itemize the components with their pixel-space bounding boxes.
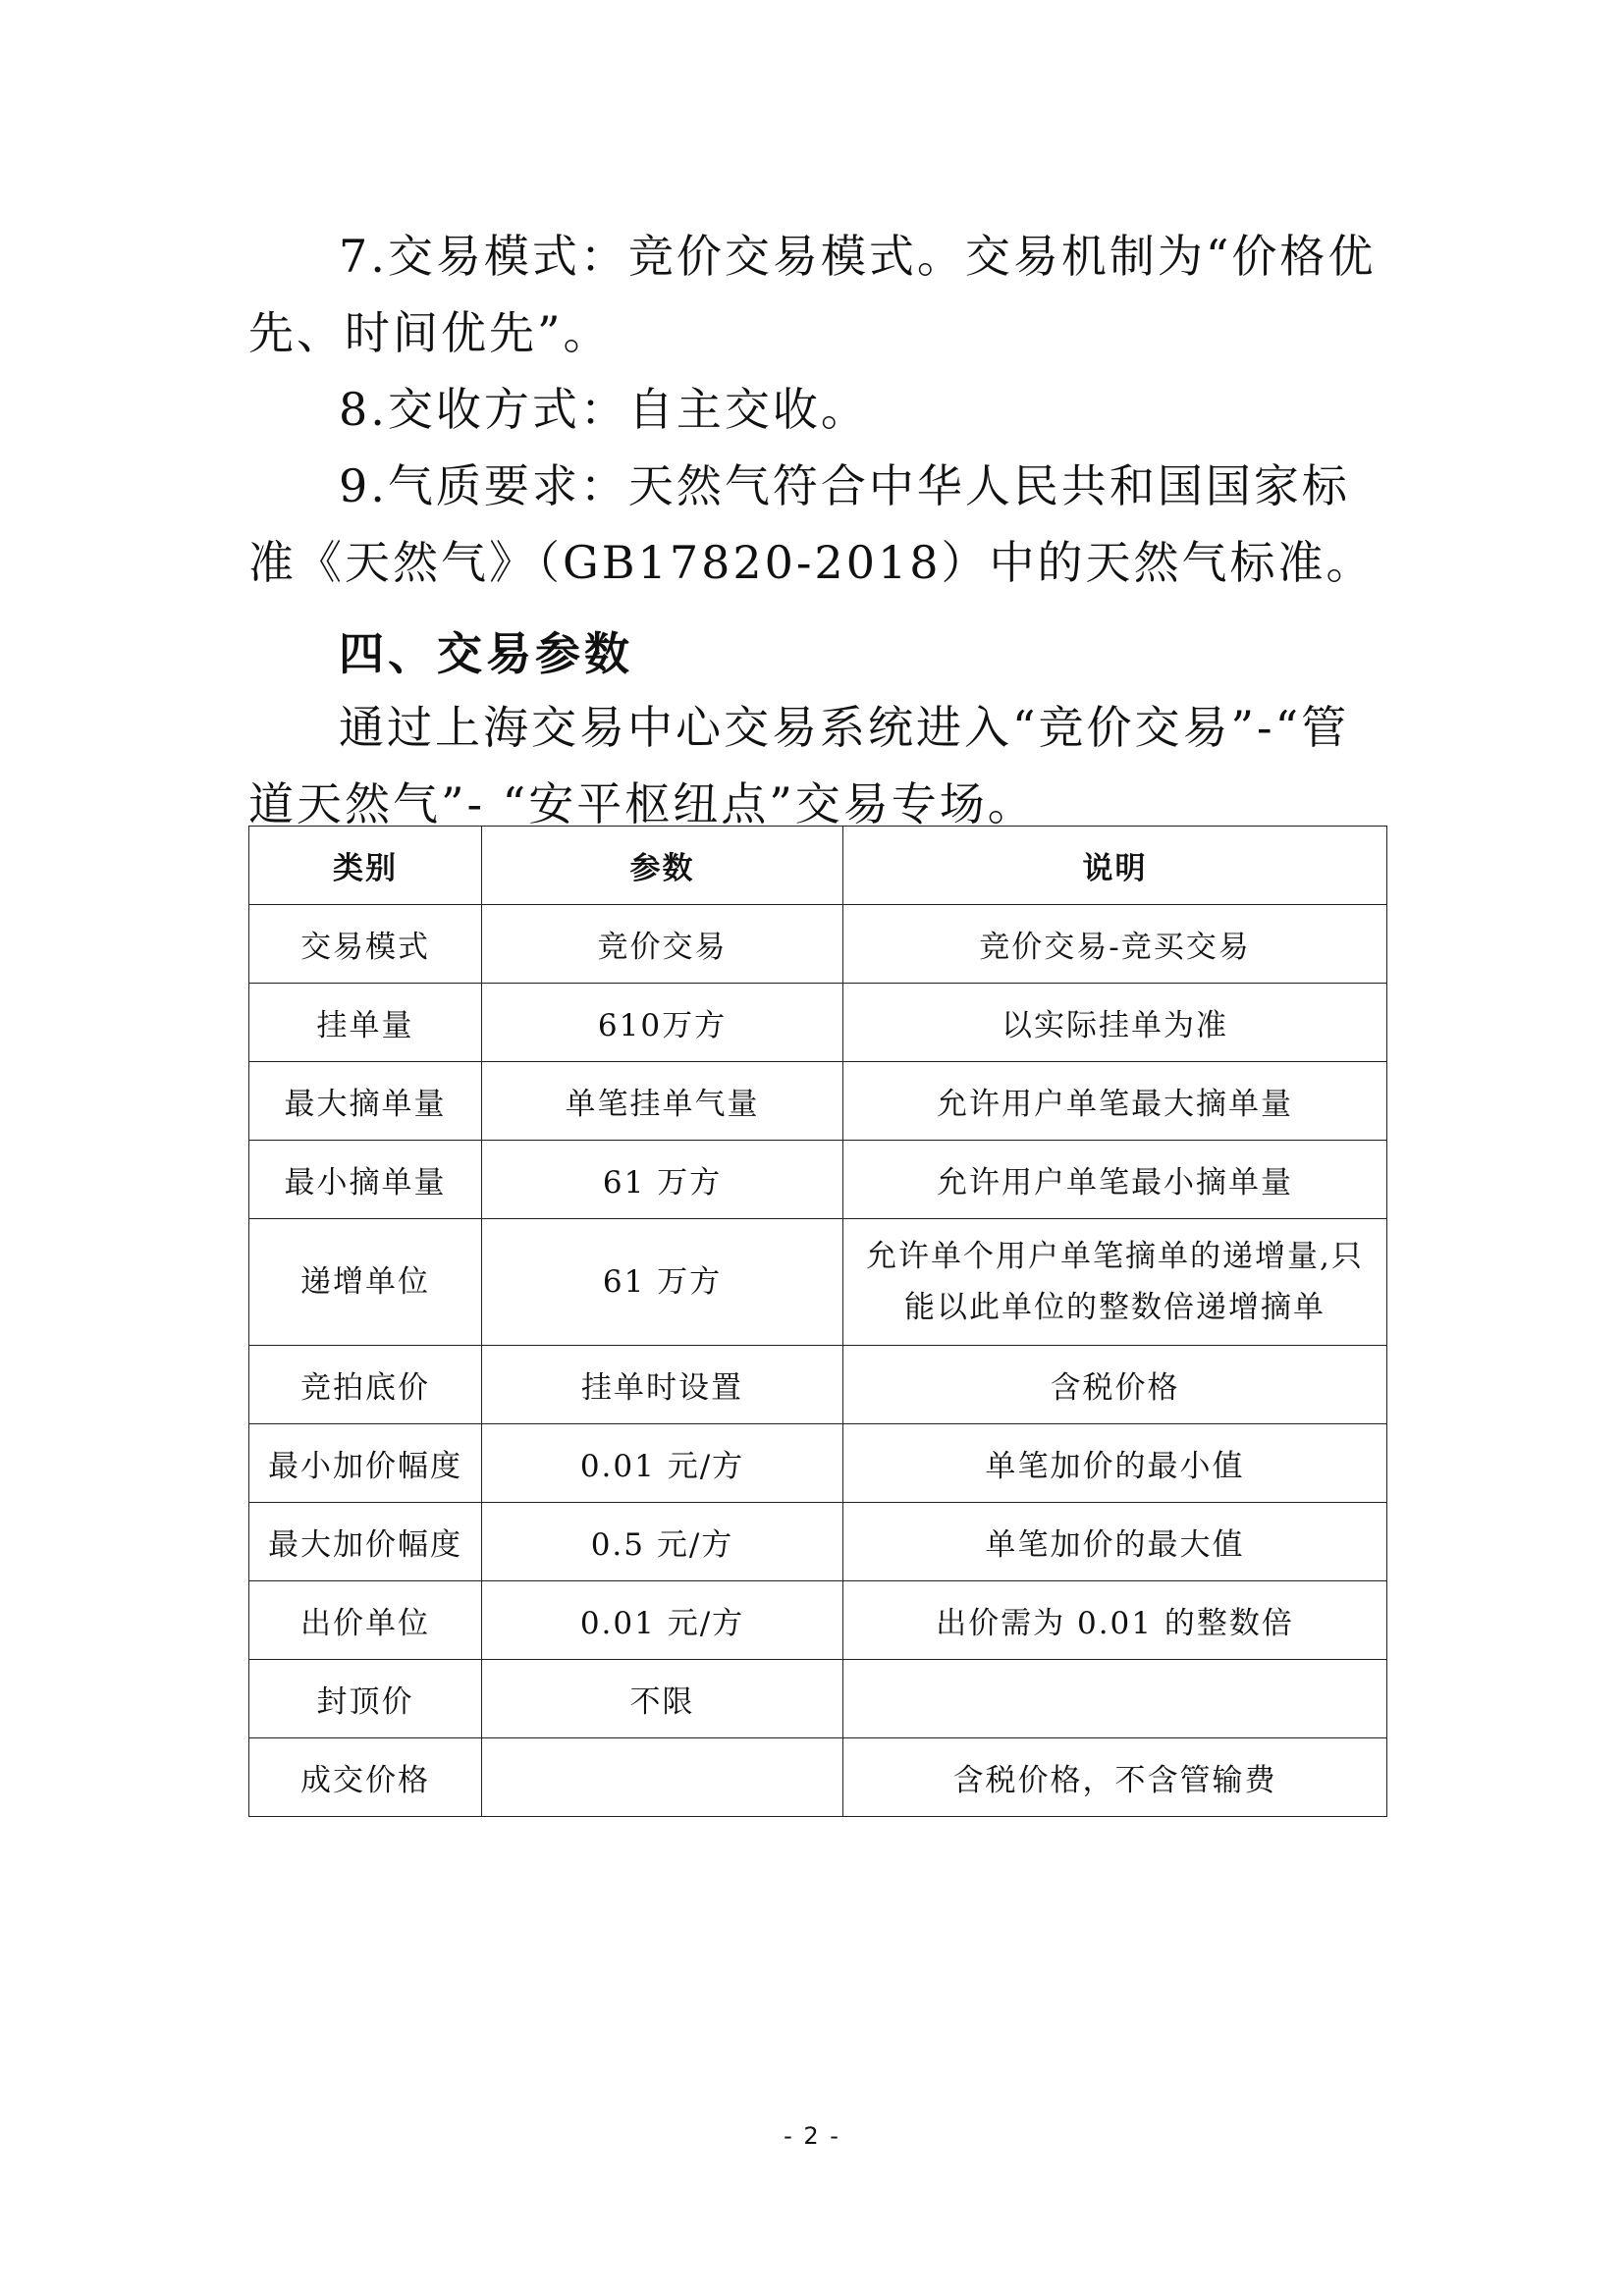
table-cell-category: 递增单位	[249, 1219, 482, 1346]
table-cell-category: 出价单位	[249, 1581, 482, 1660]
table-cell-description: 以实际挂单为准	[843, 984, 1387, 1062]
table-cell-category: 成交价格	[249, 1738, 482, 1817]
table-cell-parameter: 610万方	[482, 984, 843, 1062]
page-number: - 2 -	[784, 2122, 840, 2150]
table-cell-description: 允许用户单笔最小摘单量	[843, 1141, 1387, 1219]
table-header-row	[249, 827, 1387, 905]
paragraph-trading-mode: 7.交易模式：竞价交易模式。交易机制为“价格优先、时间优先”。	[248, 230, 1377, 359]
table-cell-category: 竞拍底价	[249, 1346, 482, 1424]
column-header-parameter: 参数	[482, 827, 843, 905]
table-cell-category: 最小摘单量	[249, 1141, 482, 1219]
table-row	[249, 905, 1387, 984]
table-row	[249, 1581, 1387, 1660]
table-cell-description: 允许用户单笔最大摘单量	[843, 1062, 1387, 1141]
table-cell-parameter: 0.5 元/方	[482, 1503, 843, 1581]
table-cell-parameter: 61 万方	[482, 1141, 843, 1219]
table-cell-category: 交易模式	[249, 905, 482, 984]
table-row	[249, 1424, 1387, 1503]
table-cell-category: 挂单量	[249, 984, 482, 1062]
table-cell-description: 含税价格	[843, 1346, 1387, 1424]
column-header-category: 类别	[249, 827, 482, 905]
table-cell-parameter	[482, 1738, 843, 1817]
table-cell-category: 最大摘单量	[249, 1062, 482, 1141]
table-row	[249, 1219, 1387, 1346]
table-row	[249, 1346, 1387, 1424]
table-cell-category: 最小加价幅度	[249, 1424, 482, 1503]
table-cell-description	[843, 1660, 1387, 1738]
table-cell-description: 含税价格，不含管输费	[843, 1738, 1387, 1817]
section-heading-trading-parameters: 四、交易参数	[339, 627, 633, 680]
table-row	[249, 1141, 1387, 1219]
paragraph-trading-entry: 通过上海交易中心交易系统进入“竞价交易”-“管道天然气”- “安平枢纽点”交易专场。	[248, 701, 1350, 830]
table-cell-parameter: 竞价交易	[482, 905, 843, 984]
table-cell-description: 单笔加价的最小值	[843, 1424, 1387, 1503]
table-row	[249, 1660, 1387, 1738]
table-row	[249, 1503, 1387, 1581]
table-cell-description: 单笔加价的最大值	[843, 1503, 1387, 1581]
table-row	[249, 1062, 1387, 1141]
table-row	[249, 1738, 1387, 1817]
table-cell-parameter: 单笔挂单气量	[482, 1062, 843, 1141]
table-row	[249, 984, 1387, 1062]
table-cell-parameter: 挂单时设置	[482, 1346, 843, 1424]
column-header-description: 说明	[843, 827, 1387, 905]
paragraph-gas-quality: 9.气质要求：天然气符合中华人民共和国国家标准《天然气》（GB17820-2018）中的天然气标准。	[248, 459, 1375, 589]
table-cell-description: 出价需为 0.01 的整数倍	[843, 1581, 1387, 1660]
table-cell-parameter: 61 万方	[482, 1219, 843, 1346]
paragraph-delivery-method: 8.交收方式：自主交收。	[339, 383, 869, 436]
table-cell-category: 封顶价	[249, 1660, 482, 1738]
table-cell-category: 最大加价幅度	[249, 1503, 482, 1581]
table-cell-parameter: 0.01 元/方	[482, 1424, 843, 1503]
table-cell-parameter: 0.01 元/方	[482, 1581, 843, 1660]
table-cell-parameter: 不限	[482, 1660, 843, 1738]
table-cell-description: 竞价交易-竞买交易	[843, 905, 1387, 984]
table-cell-description: 允许单个用户单笔摘单的递增量,只能以此单位的整数倍递增摘单	[843, 1219, 1387, 1346]
trading-parameters-table	[248, 826, 1387, 1817]
